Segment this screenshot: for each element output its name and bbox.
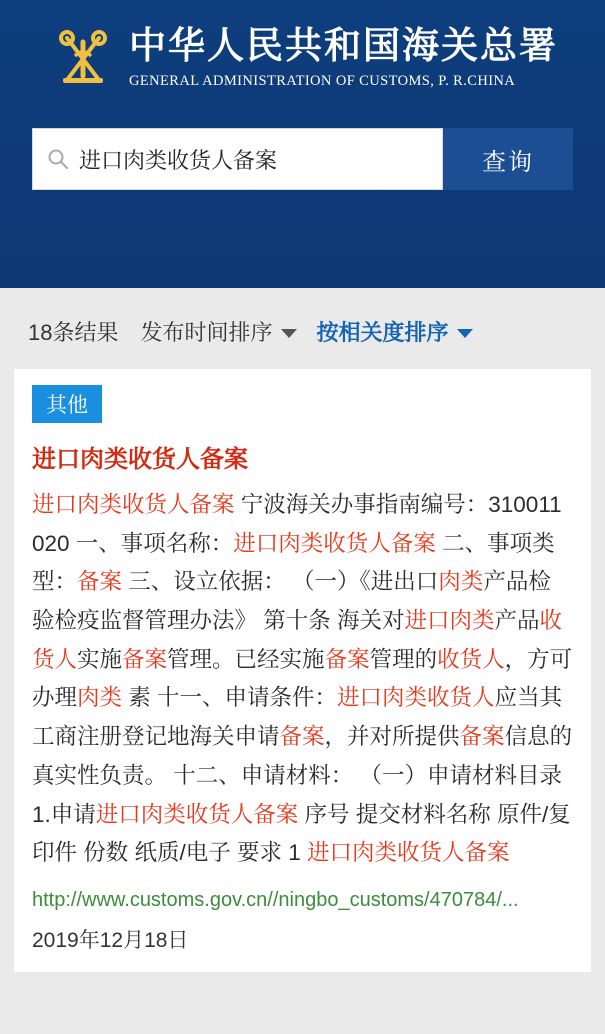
snippet-text: 产品 xyxy=(494,608,540,634)
chevron-down-icon xyxy=(281,329,297,338)
search-submit-button[interactable]: 查询 xyxy=(443,128,573,190)
snippet-text: 素 十一、申请条件： xyxy=(122,685,338,711)
snippet-text: 二、事项类型： xyxy=(32,530,555,595)
sort-bar xyxy=(0,288,605,369)
result-count: 18条结果 xyxy=(28,320,119,345)
snippet-highlight: 进口肉类收货人备案 xyxy=(233,530,436,556)
snippet-text: 管理。已经实施 xyxy=(167,646,325,672)
sort-by-time[interactable] xyxy=(140,316,296,347)
snippet-highlight: 备案 xyxy=(77,569,123,595)
logo-text xyxy=(129,26,558,91)
snippet-text: 宁波海关办事指南编号：310011020 一、事项名称： xyxy=(32,492,562,556)
result-snippet xyxy=(32,486,573,873)
snippet-text: 管理的 xyxy=(369,646,438,672)
search-bar xyxy=(32,128,573,190)
snippet-highlight: 备案 xyxy=(279,724,325,750)
snippet-highlight: 备案 xyxy=(122,646,168,672)
snippet-highlight: 收货人 xyxy=(32,608,563,672)
snippet-highlight: 进口肉类收货人备案 xyxy=(95,801,299,827)
result-title[interactable]: 进口肉类收货人备案 xyxy=(32,446,248,473)
logo-row xyxy=(0,0,605,100)
snippet-text: 信息的真实性负责。 十二、申请材料： （一）申请材料目录 1.申请 xyxy=(32,724,573,827)
snippet-highlight: 备案 xyxy=(324,646,370,672)
site-title-cn: 中华人民共和国海关总署 xyxy=(129,25,558,67)
search-box[interactable] xyxy=(32,128,443,190)
snippet-text: ，方可办理 xyxy=(32,646,573,711)
snippet-highlight: 收货人 xyxy=(437,646,505,672)
site-title-en: GENERAL ADMINISTRATION OF CUSTOMS, P. R.CHINA xyxy=(129,73,516,90)
snippet-text: 实施 xyxy=(77,646,123,672)
snippet-text: 序号 提交材料名称 原件/复印件 份数 纸质/电子 要求 1 xyxy=(32,801,571,866)
snippet-highlight: 备案 xyxy=(459,724,505,750)
search-icon xyxy=(47,148,69,170)
snippet-highlight: 进口肉类收货人 xyxy=(337,685,495,711)
chevron-down-icon xyxy=(457,329,473,338)
snippet-text: 应当其工商注册登记地海关申请 xyxy=(32,685,563,750)
snippet-text: ，并对所提供 xyxy=(324,724,460,750)
customs-emblem-icon xyxy=(47,22,119,94)
snippet-highlight: 进口肉类收货人备案 xyxy=(32,492,235,517)
sort-by-time-label: 发布时间排序 xyxy=(140,320,273,345)
site-header xyxy=(0,0,605,288)
snippet-highlight: 进口肉类 xyxy=(404,608,495,634)
sort-by-relevance-label: 按相关度排序 xyxy=(316,320,449,345)
snippet-highlight: 进口肉类收货人备案 xyxy=(307,840,510,866)
snippet-highlight: 肉类 xyxy=(77,685,123,711)
page-bottom-spacer xyxy=(0,972,605,986)
result-date: 2019年12月18日 xyxy=(32,928,189,952)
snippet-text: 三、设立依据： （一）《进出口 xyxy=(122,569,439,595)
result-category-badge: 其他 xyxy=(32,385,102,423)
snippet-highlight: 肉类 xyxy=(438,569,484,595)
sort-by-relevance[interactable] xyxy=(317,316,473,347)
result-url[interactable]: http://www.customs.gov.cn//ningbo_customs/470784/... xyxy=(32,888,519,911)
search-input[interactable] xyxy=(79,146,428,172)
search-result-item[interactable] xyxy=(14,369,591,972)
snippet-text: 产品检验检疫监督管理办法》 第十条 海关对 xyxy=(32,569,551,634)
